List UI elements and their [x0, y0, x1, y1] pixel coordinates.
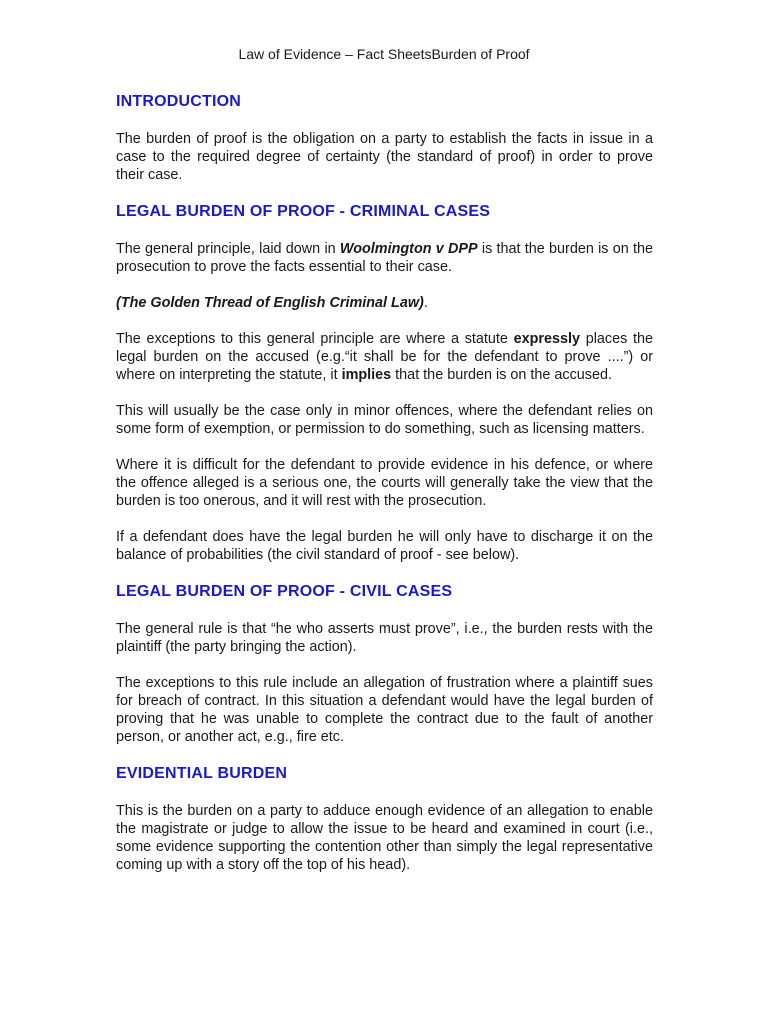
criminal-p3-text-c: places the legal burden on the accused (e.g.“it shall be for the defendant to prove ....”) or where on interpreting the statute, it	[116, 331, 653, 383]
criminal-paragraph-4: This will usually be the case only in minor offences, where the defendant relies on some form of exemption, or permission to do something, such as licensing matters.	[116, 403, 653, 437]
criminal-p1-text-b: is that the burden is on the prosecution to prove the facts essential to their case.	[116, 241, 653, 275]
criminal-p1-text-a: The general principle, laid down in	[116, 241, 340, 257]
running-header: Law of Evidence – Fact SheetsBurden of Proof	[238, 46, 530, 62]
document-body	[116, 92, 653, 892]
golden-thread-end: .	[423, 295, 428, 311]
civil-heading: LEGAL BURDEN OF PROOF - CIVIL CASES	[116, 583, 453, 600]
criminal-p3-text-d: that the burden is on the accused.	[391, 367, 612, 383]
criminal-p3-text-a: The exceptions to this general principle are where a statute	[116, 331, 514, 347]
case-citation: Woolmington v DPP	[339, 241, 478, 257]
criminal-heading: LEGAL BURDEN OF PROOF - CRIMINAL CASES	[116, 203, 491, 220]
evidential-heading: EVIDENTIAL BURDEN	[116, 765, 288, 782]
civil-paragraph-1: The general rule is that “he who asserts must prove”, i.e., the burden rests with the plaintiff (the party bringing the action).	[116, 621, 653, 655]
introduction-paragraph-1: The burden of proof is the obligation on a party to establish the facts in issue in a case to the required degree of certainty (the standard of proof) in order to prove their case.	[116, 131, 653, 183]
criminal-paragraph-3	[116, 330, 653, 384]
criminal-paragraph-1	[116, 240, 653, 276]
implies-emphasis: implies	[341, 367, 392, 383]
evidential-paragraph-1: This is the burden on a party to adduce enough evidence of an allegation to enable the magistrate or judge to allow the issue to be heard and examined in court (i.e., some evidence supporting the contention other than simply the legal representative coming up with a story off the top of his head).	[116, 803, 653, 873]
golden-thread-text: (The Golden Thread of English Criminal Law)	[116, 295, 424, 311]
introduction-heading: INTRODUCTION	[116, 93, 242, 110]
civil-paragraph-2: The exceptions to this rule include an allegation of frustration where a plaintiff sues for breach of contract. In this situation a defendant would have the legal burden of proving that he was unable to complete the contract due to the fault of another person, or another act, e.g., fire etc.	[116, 675, 653, 745]
criminal-paragraph-2	[116, 294, 653, 312]
expressly-emphasis: expressly	[513, 331, 581, 347]
criminal-paragraph-6: If a defendant does have the legal burden he will only have to discharge it on the balance of probabilities (the civil standard of proof - see below).	[116, 529, 653, 563]
criminal-paragraph-5: Where it is difficult for the defendant to provide evidence in his defence, or where the offence alleged is a serious one, the courts will generally take the view that the burden is too onerous, and it will rest with the prosecution.	[116, 457, 653, 509]
